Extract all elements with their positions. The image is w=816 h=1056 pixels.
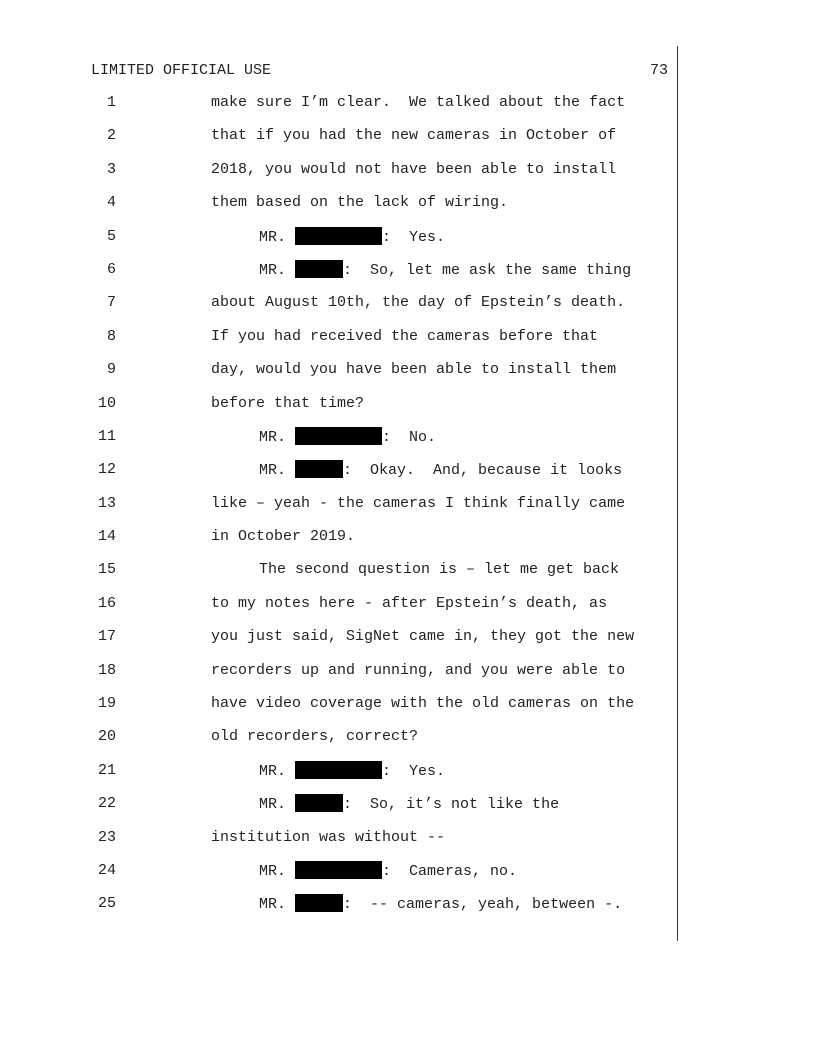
redaction-block xyxy=(295,460,343,478)
speaker-line xyxy=(259,460,622,481)
transcript-line xyxy=(0,594,816,627)
transcript-line xyxy=(0,828,816,861)
line-text: If you had received the cameras before that xyxy=(211,327,599,345)
transcript-line xyxy=(0,126,816,159)
redaction-block xyxy=(295,861,382,879)
line-number: 18 xyxy=(97,661,116,679)
speaker-prefix: MR. xyxy=(259,228,287,246)
line-text: institution was without -- xyxy=(211,828,446,846)
transcript-line xyxy=(0,560,816,593)
classification-label: LIMITED OFFICIAL USE xyxy=(91,62,272,79)
speaker-line xyxy=(259,894,622,915)
speaker-line xyxy=(259,794,559,815)
speaker-prefix: MR. xyxy=(259,762,287,780)
transcript-line xyxy=(0,360,816,393)
page-header xyxy=(91,61,668,81)
line-text: : Cameras, no. xyxy=(382,862,518,880)
speaker-prefix: MR. xyxy=(259,862,287,880)
line-text: day, would you have been able to install them xyxy=(211,361,617,379)
transcript-line xyxy=(0,861,816,894)
line-number: 12 xyxy=(97,461,116,479)
redaction-block xyxy=(295,227,382,245)
line-number: 16 xyxy=(97,594,116,612)
line-text: : -- cameras, yeah, between -. xyxy=(343,896,623,914)
transcript-line xyxy=(0,694,816,727)
line-text: recorders up and running, and you were able to xyxy=(211,661,626,679)
line-text: like – yeah - the cameras I think finally came xyxy=(211,494,626,512)
line-number: 13 xyxy=(97,494,116,512)
transcript-line xyxy=(0,260,816,293)
line-text: about August 10th, the day of Epstein’s death. xyxy=(211,294,626,312)
transcript-line xyxy=(0,227,816,260)
line-text: make sure I’m clear. We talked about the fact xyxy=(211,94,626,111)
line-text: : Yes. xyxy=(382,228,446,246)
line-text: to my notes here - after Epstein’s death, as xyxy=(211,594,608,612)
speaker-line xyxy=(259,427,436,448)
line-text: : Okay. And, because it looks xyxy=(343,462,623,480)
line-number: 20 xyxy=(97,728,116,746)
redaction-block xyxy=(295,761,382,779)
line-text: in October 2019. xyxy=(211,528,356,546)
speaker-line xyxy=(259,260,631,281)
speaker-prefix: MR. xyxy=(259,428,287,446)
speaker-line xyxy=(259,227,445,248)
transcript-line xyxy=(0,727,816,760)
speaker-prefix: MR. xyxy=(259,462,287,480)
line-number: 9 xyxy=(106,361,116,379)
transcript-line xyxy=(0,661,816,694)
line-number: 8 xyxy=(106,327,116,345)
line-number: 15 xyxy=(97,561,116,579)
line-number: 1 xyxy=(106,94,116,111)
line-number: 24 xyxy=(97,861,116,879)
redaction-block xyxy=(295,427,382,445)
line-number: 5 xyxy=(106,227,116,245)
page-number: 73 xyxy=(649,62,668,79)
speaker-prefix: MR. xyxy=(259,261,287,279)
line-text: you just said, SigNet came in, they got the new xyxy=(211,628,635,646)
line-number: 17 xyxy=(97,628,116,646)
line-text: : So, it’s not like the xyxy=(343,796,560,814)
speaker-prefix: MR. xyxy=(259,796,287,814)
transcript-line xyxy=(0,327,816,360)
line-text: have video coverage with the old cameras on the xyxy=(211,695,635,713)
speaker-line xyxy=(259,861,517,882)
redaction-block xyxy=(295,260,343,278)
line-number: 25 xyxy=(97,895,116,913)
transcript-line xyxy=(0,193,816,226)
transcript-line xyxy=(0,627,816,660)
line-text: 2018, you would not have been able to install xyxy=(211,160,617,178)
redaction-block xyxy=(295,894,343,912)
line-number: 2 xyxy=(106,127,116,145)
line-text: : No. xyxy=(382,428,437,446)
line-number: 19 xyxy=(97,695,116,713)
line-text: : Yes. xyxy=(382,762,446,780)
line-text: before that time? xyxy=(211,394,365,412)
line-text: The second question is – let me get back xyxy=(259,561,620,579)
transcript-lines xyxy=(0,93,816,928)
line-text: old recorders, correct? xyxy=(211,728,419,746)
line-number: 4 xyxy=(106,194,116,212)
transcript-line xyxy=(0,494,816,527)
transcript-line xyxy=(0,93,816,126)
transcript-line xyxy=(0,160,816,193)
line-text: : So, let me ask the same thing xyxy=(343,261,632,279)
line-number: 21 xyxy=(97,761,116,779)
transcript-line xyxy=(0,527,816,560)
line-text: that if you had the new cameras in October of xyxy=(211,127,617,145)
transcript-line xyxy=(0,394,816,427)
transcript-line xyxy=(0,894,816,927)
speaker-line xyxy=(259,761,445,782)
transcript-line xyxy=(0,794,816,827)
line-number: 7 xyxy=(106,294,116,312)
transcript-line xyxy=(0,460,816,493)
transcript-line xyxy=(0,761,816,794)
line-number: 22 xyxy=(97,795,116,813)
speaker-prefix: MR. xyxy=(259,896,287,914)
transcript-line xyxy=(0,293,816,326)
redaction-block xyxy=(295,794,343,812)
line-number: 14 xyxy=(97,528,116,546)
line-number: 10 xyxy=(97,394,116,412)
transcript-line xyxy=(0,427,816,460)
line-text: them based on the lack of wiring. xyxy=(211,194,509,212)
line-number: 3 xyxy=(106,160,116,178)
line-number: 23 xyxy=(97,828,116,846)
line-number: 6 xyxy=(106,260,116,278)
line-number: 11 xyxy=(97,427,116,445)
